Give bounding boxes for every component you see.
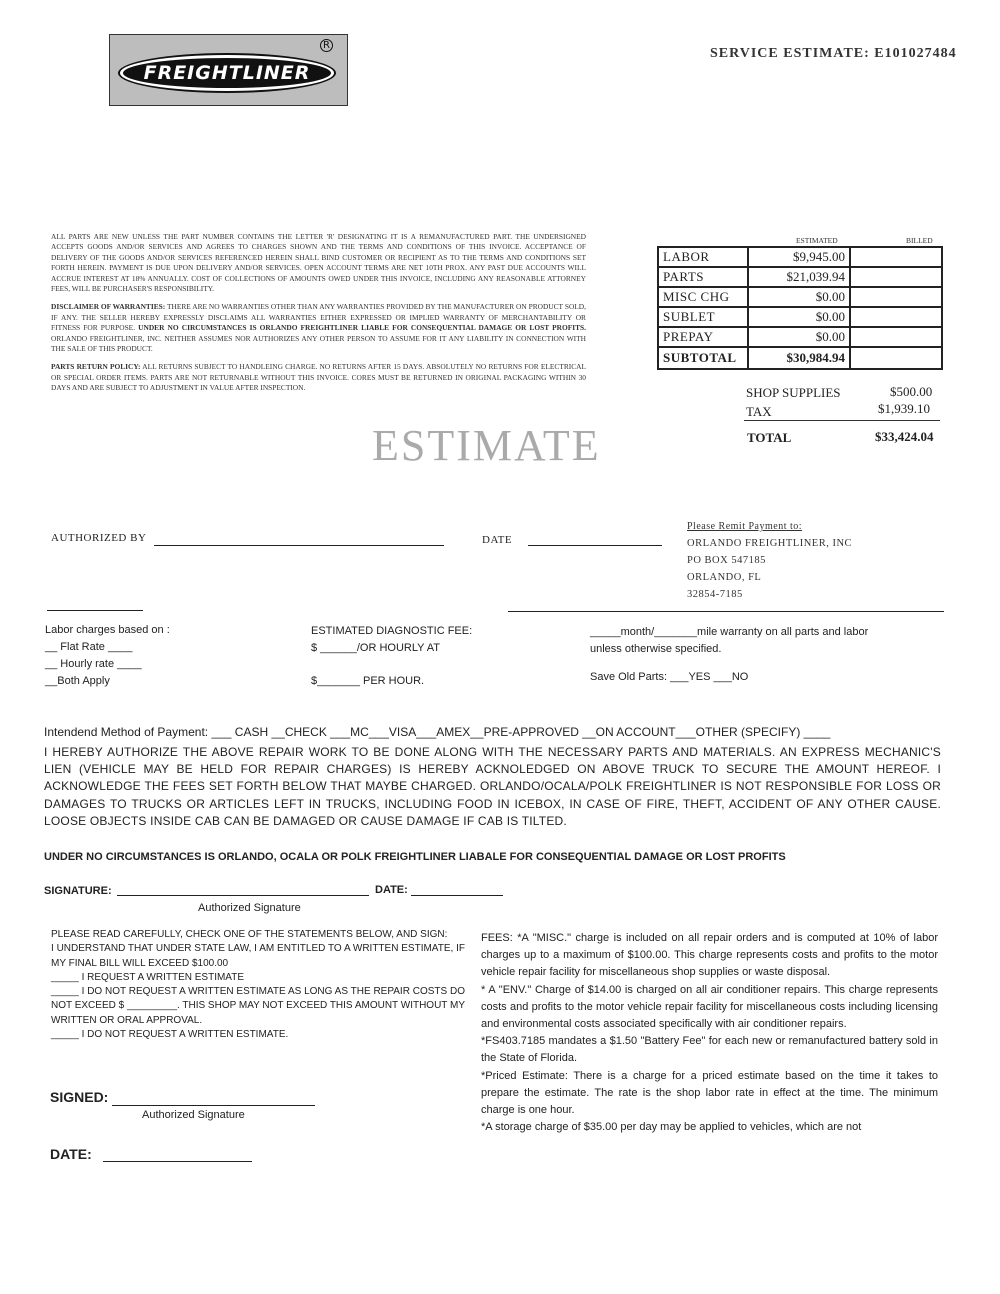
remit-line: ORLANDO FREIGHTLINER, INC [687,538,853,549]
subtotal-row [658,347,942,369]
row-label: SUBLET [658,307,748,327]
disclaimer-paragraph [51,302,586,354]
statements-intro: PLEASE READ CAREFULLY, CHECK ONE OF THE STATEMENTS BELOW, AND SIGN: [51,929,448,940]
row-label: LABOR [658,247,748,267]
divider-left [47,610,143,611]
labor-flat-rate[interactable]: __ Flat Rate ____ [45,641,133,653]
remit-title: Please Remit Payment to: [687,521,803,532]
terms-paragraph: ALL PARTS ARE NEW UNLESS THE PART NUMBER CONTAINS THE LETTER 'R' DESIGNATING IT IS A REMANUFACTURED PART. THE UNDERSIGNED ACCEPTS GOODS AND/OR SERVICES AND AGREES TO CHARGES SHOWN AND THE TERMS AND CONDITIONS OF THIS INVOICE. ACCEPTANCE OF DELIVERY OF THE GOODS AND/OR SERVICES REFERENCED HEREIN SHALL BIND CUSTOMER OR RECIPIENT AS TO THE TERMS AND CONDITIONS SET FORTH HEREIN. PAYMENT IS DUE UPON DELIVERY AND/OR SERVICES. OPEN ACCOUNT TERMS ARE NET 10TH PROX. ANY PAST DUE ACCOUNTS WILL ACCRUE INTEREST AT 18% ANNUALLY. COST OF COLLECTIONS OF AMOUNTS OWED UNDER THIS INVOICE, INCLUDING ANY REASONABLE ATTORNEY FEES, WILL BE PURCHASER'S RESPONSIBILITY. [51,232,586,294]
signed-line[interactable] [112,1105,315,1106]
warranty-note: unless otherwise specified. [590,643,722,655]
fees-storage: *A storage charge of $35.00 per day may be applied to vehicles, which are not [481,1121,862,1134]
parts-return-label: PARTS RETURN POLICY: [51,362,141,372]
row-label: MISC CHG [658,287,748,307]
row-billed [850,307,942,327]
billed-column-header: BILLED [906,236,933,245]
row-label: PARTS [658,267,748,287]
remit-line: ORLANDO, FL [687,572,762,583]
row-estimated: $21,039.94 [748,267,850,287]
signed-date-line[interactable] [103,1161,252,1162]
service-estimate-number: SERVICE ESTIMATE: E101027484 [710,46,957,61]
authorized-signature-caption: Authorized Signature [198,902,301,914]
signature-date-label: DATE: [375,884,408,896]
statements-block [51,928,465,1042]
estimate-watermark: ESTIMATE [372,421,601,470]
fees-env: * A "ENV." Charge of $14.00 is charged on all air conditioner repairs. This charge represents costs and profits to the motor vehicle repair facility for miscellaneous costs including licensing and environmental costs associated specifically with air conditioner repairs. [481,983,938,1031]
row-estimated: $0.00 [748,287,850,307]
disclaimer-label: DISCLAIMER OF WARRANTIES: [51,302,166,312]
subtotal-label: SUBTOTAL [658,347,748,369]
diag-per-hour[interactable]: $_______ PER HOUR. [311,675,425,687]
row-billed [850,247,942,267]
statements-understand: I UNDERSTAND THAT UNDER STATE LAW, I AM ENTITLED TO A WRITTEN ESTIMATE, IF MY FINAL BILL WILL EXCEED $100.00 [51,943,465,969]
subtotal-billed [850,347,942,369]
logo-oval [120,55,334,91]
terms-fine-print [51,232,586,402]
shop-supplies-label: SHOP SUPPLIES [746,385,841,400]
row-label: PREPAY [658,327,748,347]
date-label: DATE [482,534,513,546]
row-estimated: $0.00 [748,307,850,327]
remit-address [687,518,852,603]
disclaimer-text: THERE ARE NO WARRANTIES OTHER THAN ANY WARRANTIES PROVIDED BY THE MANUFACTURER ON PRODUCT SOLD, IF ANY. THE SELLER HEREBY EXPRESSLY DISCLAIMS ALL WARRANTIES EITHER EXPRESSED OR IMPLIED WARRANTY OF MERCHANTABILITY OR FITNESS FOR PURPOSE. [51,302,586,333]
labor-title: Labor charges based on : [45,624,170,636]
total-label: TOTAL [747,430,792,445]
disclaimer-bold: UNDER NO CIRCUMSTANCES IS ORLANDO FREIGHTLINER LIABLE FOR CONSEQUENTIAL DAMAGE OR LOST PROFITS. [138,323,586,333]
signed-date-label: DATE: [50,1146,92,1162]
liability-heading: UNDER NO CIRCUMSTANCES IS ORLANDO, OCALA OR POLK FREIGHTLINER LIABALE FOR CONSEQUENTIAL DAMAGE OR LOST PROFITS [44,851,786,863]
diagnostic-fee-block [311,623,472,690]
table-row [658,327,942,347]
fees-priced-estimate: *Priced Estimate: There is a charge for a priced estimate based on the time it takes to prepare the estimate. The rate is the shop labor rate in effect at the time. The minimum charge is one hour. [481,1069,938,1117]
statement-option-3[interactable]: _____ I DO NOT REQUEST A WRITTEN ESTIMATE. [51,1029,289,1041]
signed-caption: Authorized Signature [142,1109,245,1121]
save-old-parts[interactable]: Save Old Parts: ___YES ___NO [590,671,749,683]
row-billed [850,287,942,307]
parts-return-paragraph [51,362,586,393]
row-estimated: $9,945.00 [748,247,850,267]
row-billed [850,267,942,287]
table-row [658,307,942,327]
fees-battery: *FS403.7185 mandates a $1.50 "Battery Fee" for each new or remanufactured battery sold in the State of Florida. [481,1035,938,1065]
logo-text: FREIGHTLINER [143,62,311,84]
subtotal-value: $30,984.94 [748,347,850,369]
table-row [658,287,942,307]
table-row [658,247,942,267]
authorized-by-label: AUTHORIZED BY [51,532,147,544]
row-estimated: $0.00 [748,327,850,347]
authorized-by-line[interactable] [154,545,444,546]
table-row [658,267,942,287]
remit-line: 32854-7185 [687,589,743,600]
signature-line[interactable] [117,895,369,896]
estimated-column-header: ESTIMATED [796,236,838,245]
warranty-line[interactable]: _____month/_______mile warranty on all parts and labor [590,626,869,638]
parts-return-text: ALL RETURNS SUBJECT TO HANDLEING CHARGE. NO RETURNS AFTER 15 DAYS. ABSOLUTELY NO RETURNS FOR ELECTRICAL OR SPECIAL ORDER ITEMS. PARTS ARE NOT RETURNABLE WITHOUT THIS INVOICE. CORES MUST BE RETURNED IN ORIGINAL PACKAGING WITHIN 30 DAYS AND ARE SUBJECT TO ADJUSTMENT IN VALUE AFTER INSPECTION. [51,362,586,393]
tax-label: TAX [746,404,772,419]
signed-label: SIGNED: [50,1089,109,1105]
fees-block [481,930,938,1136]
shop-supplies-value: $500.00 [890,384,933,399]
authorization-text: I HEREBY AUTHORIZE THE ABOVE REPAIR WORK TO BE DONE ALONG WITH THE NECESSARY PARTS AND MATERIALS. AN EXPRESS MECHANIC'S LIEN (VEHICLE MAY BE HELD FOR REPAIR CHARGES) IS HEREBY ACKNOLEDGED ON ABOVE TRUCK TO SECURE THE AMOUNT HEREOF. I ACKNOWLEDGE THE FEES SET FORTH BELOW THAT MAYBE CHARGED. ORLANDO/OCALA/POLK FREIGHTLINER IS NOT RESPONSIBLE FOR LOSS OR DAMAGES TO TRUCKS OR ARTICLES LEFT IN TRUCKS, INCLUDING FOOD IN ICEBOX, IN CASE OF FIRE, THEFT, ACCIDENT OF ANY OTHER CAUSE. LOOSE OBJECTS INSIDE CAB CAN BE DAMAGED OR CAUSE DAMAGE IF CAB IS TILTED. [44,745,941,828]
divider-right [508,611,944,612]
freightliner-logo [109,34,348,106]
totals-table [657,246,943,370]
total-value: $33,424.04 [875,429,934,444]
total-divider [744,420,940,421]
row-billed [850,327,942,347]
disclaimer-tail: ORLANDO FREIGHTLINER, INC. NEITHER ASSUMES NOR AUTHORIZES ANY OTHER PERSON TO ASSUME FOR IT ANY LIABILITY IN CONNECTION WITH THE SALE OF THIS PRODUCT. [51,333,586,354]
diag-hourly[interactable]: $ ______/OR HOURLY AT [311,642,441,654]
payment-method[interactable]: Intendend Method of Payment: ___ CASH __CHECK ___MC___VISA___AMEX__PRE-APPROVED __ON ACCOUNT___OTHER (SPECIFY) ____ [44,725,831,739]
statement-option-2[interactable]: _____ I DO NOT REQUEST A WRITTEN ESTIMATE AS LONG AS THE REPAIR COSTS DO NOT EXCEED $ _________. THIS SHOP MAY NOT EXCEED THIS AMOUNT WITHOUT MY WRITTEN OR ORAL APPROVAL. [51,986,466,1026]
registered-mark: R [320,39,333,52]
date-line[interactable] [528,545,662,546]
remit-line: PO BOX 547185 [687,555,766,566]
labor-both-apply[interactable]: __Both Apply [45,675,110,687]
statement-option-1[interactable]: _____ I REQUEST A WRITTEN ESTIMATE [51,971,245,983]
labor-hourly-rate[interactable]: __ Hourly rate ____ [45,658,142,670]
labor-charges-block [45,622,170,690]
signature-date-line[interactable] [411,895,503,896]
tax-value: $1,939.10 [878,401,930,416]
signature-label: SIGNATURE: [44,885,112,897]
fees-misc: FEES: *A "MISC." charge is included on all repair orders and is computed at 10% of labor charges up to a maximum of $100.00. This charge represents costs and profits to the motor vehicle repair facility for miscellaneous shop supplies or waste disposal. [481,932,938,979]
diag-title: ESTIMATED DIAGNOSTIC FEE: [311,625,473,637]
warranty-block [590,624,868,686]
